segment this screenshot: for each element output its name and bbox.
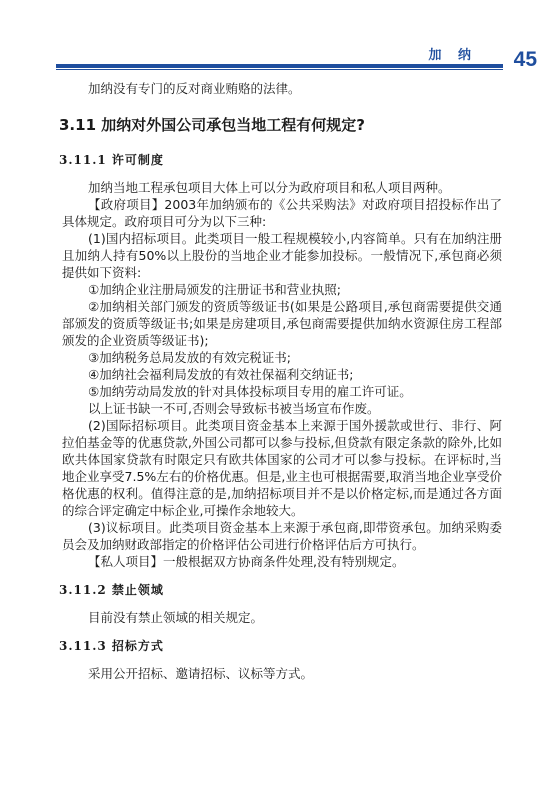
paragraph: 以上证书缺一不可,否则会导致标书被当场宣布作废。 — [88, 401, 380, 416]
paragraph: (2)国际招标项目。此类项目资金基本上来源于国外援款或世行、非行、阿拉伯基金等的优惠贷款,外国公司都可以参与投标,但贷款有限定条款的除外,比如欧共体国家贷款有时限定只有欧共体国家的公司才可以参与投标。在评标时,当地企业享受7.5%左右的价格优惠。但是,业主也可根据需要,取消当地企业享受价格优惠的权利。值得注意的是,加纳招标项目并不是以价格定标,而是通过各方面的综合评定确定中标企业,可操作余地较大。 — [62, 418, 502, 518]
paragraph: 加纳当地工程承包项目大体上可以分为政府项目和私人项目两种。 — [88, 180, 451, 195]
paragraph: (1)国内招标项目。此类项目一般工程规模较小,内容简单。只有在加纳注册且加纳人持有50%以上股份的当地企业才能参加投标。一般情况下,承包商必须提供如下资料: — [62, 231, 502, 280]
subsection-heading-bidding: 3.11.3 招标方式 — [59, 639, 164, 653]
list-item: ④加纳社会福利局发放的有效社保福利交纳证书; — [88, 367, 354, 382]
page-number: 45 — [513, 48, 537, 71]
paragraph: 【政府项目】2003年加纳颁布的《公共采购法》对政府项目招投标作出了具体规定。政府项目可分为以下三种: — [62, 197, 502, 229]
paragraph: (3)议标项目。此类项目资金基本上来源于承包商,即带资承包。加纳采购委员会及加纳财政部指定的价格评估公司进行价格评估后方可执行。 — [62, 520, 502, 552]
header-rule-thin — [56, 69, 503, 70]
running-header-title: 加 纳 — [428, 48, 477, 63]
subsection-heading-prohibited: 3.11.2 禁止领域 — [59, 583, 164, 597]
section-heading: 3.11 加纳对外国公司承包当地工程有何规定? — [59, 116, 365, 134]
subsection-heading-license: 3.11.1 许可制度 — [59, 153, 164, 167]
paragraph: 目前没有禁止领域的相关规定。 — [88, 610, 264, 625]
list-item: ①加纳企业注册局颁发的注册证书和营业执照; — [88, 282, 341, 297]
paragraph: 【私人项目】一般根据双方协商条件处理,没有特别规定。 — [88, 554, 405, 569]
intro-paragraph: 加纳没有专门的反对商业贿赂的法律。 — [88, 81, 301, 96]
page-body — [59, 80, 502, 682]
list-item: ②加纳相关部门颁发的资质等级证书(如果是公路项目,承包商需要提供交通部颁发的资质等级证书;如果是房建项目,承包商需要提供加纳水资源住房工程部颁发的企业资质等级证书); — [62, 299, 502, 348]
list-item: ③加纳税务总局发放的有效完税证书; — [88, 350, 291, 365]
header-rule — [56, 64, 503, 68]
paragraph: 采用公开招标、邀请招标、议标等方式。 — [88, 666, 314, 681]
list-item: ⑤加纳劳动局发放的针对具体投标项目专用的雇工许可证。 — [88, 384, 412, 399]
